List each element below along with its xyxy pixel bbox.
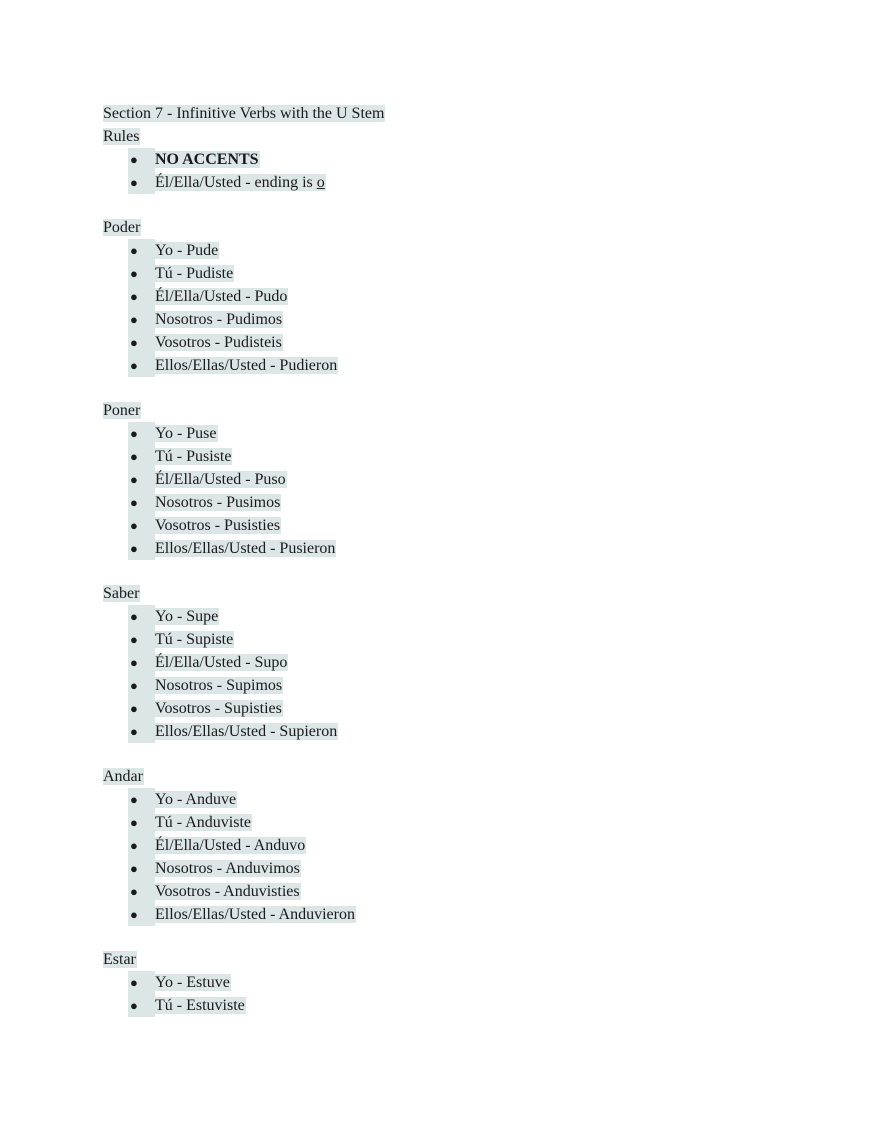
bullet-icon: ● <box>128 239 155 262</box>
conjugation-text: Yo - Anduve <box>155 791 237 808</box>
conjugation-item <box>103 720 823 743</box>
section-gap <box>103 377 823 399</box>
verb-heading: Poner <box>103 402 141 419</box>
bullet-icon: ● <box>128 674 155 697</box>
bullet-icon: ● <box>128 262 155 285</box>
bullet-icon: ● <box>128 697 155 720</box>
conjugation-item <box>103 239 823 262</box>
bullet-icon: ● <box>128 720 155 743</box>
conjugation-item <box>103 880 823 903</box>
section-gap <box>103 926 823 948</box>
conjugation-text: Vosotros - Anduvisties <box>155 883 300 900</box>
conjugation-text: Vosotros - Supisties <box>155 700 282 717</box>
bullet-icon: ● <box>128 880 155 903</box>
conjugation-text: Vosotros - Pudisteis <box>155 334 282 351</box>
conjugation-text: Tú - Anduviste <box>155 814 251 831</box>
conjugation-item <box>103 994 823 1017</box>
conjugation-item <box>103 285 823 308</box>
rule-text: Él/Ella/Usted - ending is o <box>155 174 325 191</box>
conjugation-item <box>103 514 823 537</box>
conjugation-item <box>103 857 823 880</box>
bullet-icon: ● <box>128 605 155 628</box>
conjugation-text: Vosotros - Pusisties <box>155 517 281 534</box>
conjugation-item <box>103 674 823 697</box>
conjugation-item <box>103 491 823 514</box>
conjugation-text: Ellos/Ellas/Usted - Anduvieron <box>155 906 355 923</box>
section-gap <box>103 194 823 216</box>
conjugation-text: Nosotros - Pudimos <box>155 311 283 328</box>
conjugation-item <box>103 971 823 994</box>
bullet-icon: ● <box>128 971 155 994</box>
bullet-icon: ● <box>128 308 155 331</box>
bullet-icon: ● <box>128 834 155 857</box>
conjugation-item <box>103 308 823 331</box>
conjugation-text: Nosotros - Anduvimos <box>155 860 300 877</box>
conjugation-item <box>103 651 823 674</box>
conjugation-item <box>103 537 823 560</box>
conjugation-text: Yo - Estuve <box>155 974 230 991</box>
bullet-icon: ● <box>128 148 155 171</box>
rule-item <box>103 148 823 171</box>
conjugation-item <box>103 697 823 720</box>
bullet-icon: ● <box>128 445 155 468</box>
section-gap <box>103 560 823 582</box>
bullet-icon: ● <box>128 422 155 445</box>
conjugation-item <box>103 331 823 354</box>
conjugation-text: Él/Ella/Usted - Puso <box>155 471 286 488</box>
verb-sections <box>103 194 823 1017</box>
bullet-icon: ● <box>128 514 155 537</box>
document-body <box>103 102 823 1017</box>
rule-text: NO ACCENTS <box>155 151 259 168</box>
verb-heading: Estar <box>103 951 136 968</box>
conjugation-text: Yo - Puse <box>155 425 217 442</box>
conjugation-item <box>103 262 823 285</box>
conjugation-item <box>103 445 823 468</box>
bullet-icon: ● <box>128 285 155 308</box>
conjugation-text: Él/Ella/Usted - Supo <box>155 654 288 671</box>
conjugation-item <box>103 811 823 834</box>
bullet-icon: ● <box>128 994 155 1017</box>
bullet-icon: ● <box>128 788 155 811</box>
underlined-ending: o <box>316 174 325 191</box>
bullet-icon: ● <box>128 491 155 514</box>
conjugation-text: Nosotros - Supimos <box>155 677 283 694</box>
conjugation-text: Yo - Pude <box>155 242 219 259</box>
conjugation-item <box>103 422 823 445</box>
conjugation-text: Él/Ella/Usted - Pudo <box>155 288 288 305</box>
bullet-icon: ● <box>128 331 155 354</box>
bullet-icon: ● <box>128 651 155 674</box>
conjugation-text: Tú - Pudiste <box>155 265 234 282</box>
conjugation-item <box>103 834 823 857</box>
section-title: Section 7 - Infinitive Verbs with the U Stem <box>103 105 385 122</box>
conjugation-item <box>103 903 823 926</box>
conjugation-text: Nosotros - Pusimos <box>155 494 281 511</box>
verb-heading: Andar <box>103 768 143 785</box>
verb-heading: Saber <box>103 585 140 602</box>
conjugation-item <box>103 605 823 628</box>
conjugation-text: Ellos/Ellas/Usted - Supieron <box>155 723 338 740</box>
conjugation-text: Ellos/Ellas/Usted - Pudieron <box>155 357 338 374</box>
conjugation-text: Él/Ella/Usted - Anduvo <box>155 837 306 854</box>
conjugation-text: Tú - Pusiste <box>155 448 232 465</box>
bullet-icon: ● <box>128 857 155 880</box>
verb-heading: Poder <box>103 219 141 236</box>
bullet-icon: ● <box>128 628 155 651</box>
bullet-icon: ● <box>128 903 155 926</box>
bullet-icon: ● <box>128 171 155 194</box>
conjugation-item <box>103 468 823 491</box>
bullet-icon: ● <box>128 537 155 560</box>
section-gap <box>103 743 823 765</box>
rules-heading: Rules <box>103 128 140 145</box>
conjugation-text: Tú - Supiste <box>155 631 234 648</box>
conjugation-text: Tú - Estuviste <box>155 997 245 1014</box>
conjugation-item <box>103 628 823 651</box>
bullet-icon: ● <box>128 468 155 491</box>
conjugation-item <box>103 788 823 811</box>
bullet-icon: ● <box>128 354 155 377</box>
rule-item <box>103 171 823 194</box>
conjugation-item <box>103 354 823 377</box>
conjugation-text: Yo - Supe <box>155 608 219 625</box>
conjugation-text: Ellos/Ellas/Usted - Pusieron <box>155 540 336 557</box>
bullet-icon: ● <box>128 811 155 834</box>
